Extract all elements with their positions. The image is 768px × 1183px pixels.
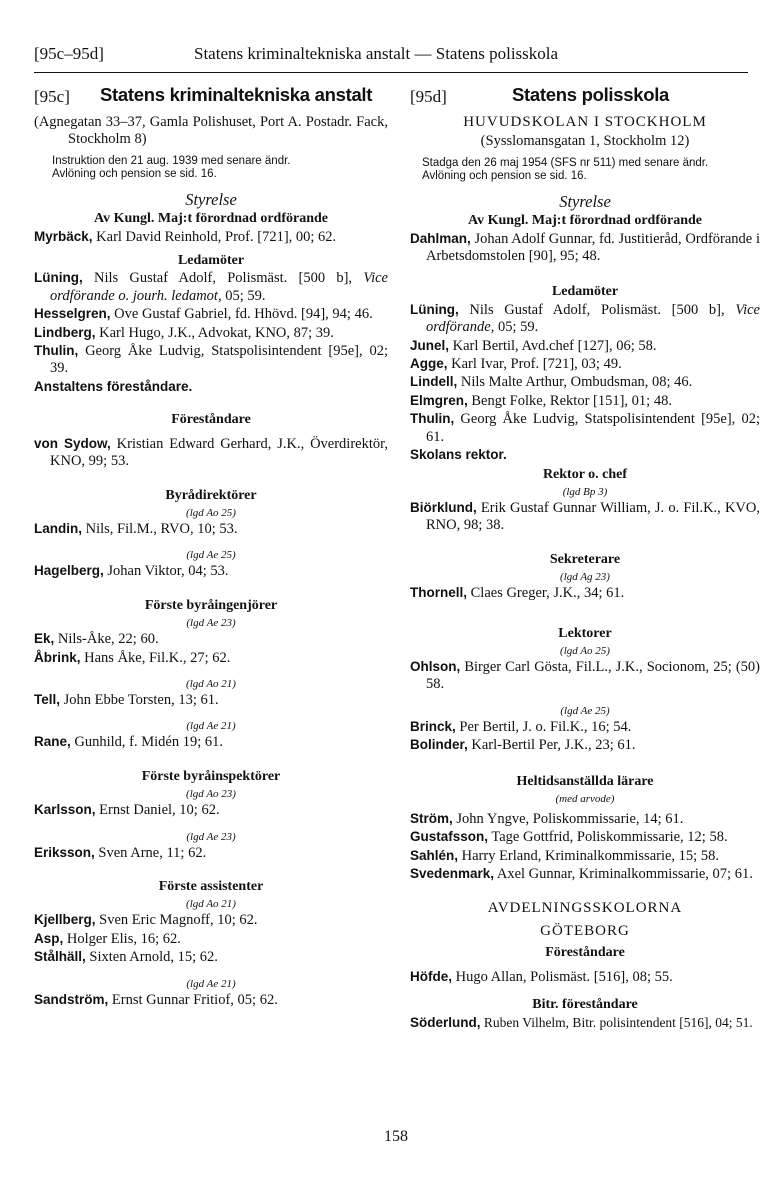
list-item: Karlsson, Ernst Daniel, 10; 62. xyxy=(34,802,220,819)
list-item: Gustafsson, Tage Gottfrid, Poliskommissarie, 12; 58. xyxy=(410,829,728,846)
grade-label: (lgd Ao 21) xyxy=(186,898,236,911)
grade-label: (lgd Ae 23) xyxy=(186,617,236,630)
list-item: Bolinder, Karl-Bertil Per, J.K., 23; 61. xyxy=(410,737,636,754)
subsection-heading: AVDELNINGSSKOLORNA xyxy=(487,899,683,916)
board-heading: Styrelse xyxy=(185,189,237,209)
list-item: Ohlson, Birger Carl Gösta, Fil.L., J.K., Socionom, 25; (50) 58. xyxy=(410,658,760,693)
list-item: Lüning, Nils Gustaf Adolf, Polismäst. [500 b], Vice ordförande, 05; 59. xyxy=(410,301,760,336)
rector-note: Skolans rektor. xyxy=(410,447,507,463)
list-item: Agge, Karl Ivar, Prof. [721], 03; 49. xyxy=(410,356,622,373)
grade-label: (lgd Ae 25) xyxy=(560,704,610,717)
grade-label: (lgd Ao 23) xyxy=(186,788,236,801)
list-item: Hagelberg, Johan Viktor, 04; 53. xyxy=(34,563,229,580)
list-item: Thulin, Georg Åke Ludvig, Statspolisintendent [95e], 02; 61. xyxy=(410,411,760,445)
grade-label: (med arvode) xyxy=(555,792,615,805)
rector-heading: Rektor o. chef xyxy=(542,466,628,482)
list-item: Landin, Nils, Fil.M., RVO, 10; 53. xyxy=(34,520,238,537)
grade-label: (lgd Ae 21) xyxy=(186,977,236,990)
members-heading: Ledamöter xyxy=(551,284,619,300)
subsection-heading: HUVUDSKOLAN I STOCKHOLM xyxy=(463,114,707,130)
grade-label: (lgd Ag 23) xyxy=(560,571,610,584)
list-item: von Sydow, Kristian Edward Gerhard, J.K., Överdirektör, KNO, 99; 53. xyxy=(34,435,388,470)
grade-label: (lgd Ae 21) xyxy=(186,720,236,733)
running-head-range: [95c–95d] xyxy=(34,44,104,63)
list-item: Brinck, Per Bertil, J. o. Fil.K., 16; 54. xyxy=(410,718,632,735)
header-rule xyxy=(34,72,748,73)
list-item: Hesselgren, Ove Gustaf Gabriel, fd. Hhövd. [94], 94; 46. xyxy=(34,306,373,323)
lecturers-heading: Lektorer xyxy=(558,625,612,641)
left-column xyxy=(34,86,388,1009)
section-heading-95c xyxy=(34,86,388,112)
grade-label: (lgd Bp 3) xyxy=(562,485,608,498)
list-item: Ström, John Yngve, Poliskommissarie, 14; 61. xyxy=(410,810,684,827)
statute-note: Stadga den 26 maj 1954 (SFS nr 511) med senare ändr. xyxy=(422,156,709,169)
director-note: Anstaltens föreståndare. xyxy=(34,378,193,394)
list-item: Eriksson, Sven Arne, 11; 62. xyxy=(34,844,207,861)
chair-heading: Av Kungl. Maj:t förordnad ordförande xyxy=(94,211,328,227)
section-title: Statens kriminaltekniska anstalt xyxy=(100,84,373,105)
page-number: 158 xyxy=(384,1128,408,1145)
right-column xyxy=(410,86,760,1031)
list-item: Kjellberg, Sven Eric Magnoff, 10; 62. xyxy=(34,912,258,929)
members-heading: Ledamöter xyxy=(177,253,245,269)
list-item: Asp, Holger Elis, 16; 62. xyxy=(34,930,181,947)
list-item: Höfde, Hugo Allan, Polismäst. [516], 08; 55. xyxy=(410,968,673,985)
list-item: Thulin, Georg Åke Ludvig, Statspolisintendent [95e], 02; 39. xyxy=(34,343,388,377)
list-item: Elmgren, Bengt Folke, Rektor [151], 01; 48. xyxy=(410,392,672,409)
running-head-title: Statens kriminaltekniska anstalt — Statens polisskola xyxy=(194,44,559,63)
list-item: Junel, Karl Bertil, Avd.chef [127], 06; 58. xyxy=(410,337,657,354)
address: (Sysslomansgatan 1, Stockholm 12) xyxy=(480,133,690,150)
inspectors-heading: Förste byråinspektörer xyxy=(141,768,281,784)
deputy-director-heading: Bitr. föreståndare xyxy=(532,997,638,1013)
city-heading: GÖTEBORG xyxy=(540,923,630,939)
list-item: Biörklund, Erik Gustaf Gunnar William, J. o. Fil.K., KVO, RNO, 98; 38. xyxy=(410,499,760,534)
assistants-heading: Förste assistenter xyxy=(158,878,264,894)
running-head xyxy=(34,44,740,68)
grade-label: (lgd Ae 23) xyxy=(186,830,236,843)
director-heading: Föreståndare xyxy=(171,412,251,428)
bureau-directors-heading: Byrådirektörer xyxy=(165,487,257,503)
list-item: Sahlén, Harry Erland, Kriminalkommissarie, 15; 58. xyxy=(410,847,719,864)
list-item: Lüning, Nils Gustaf Adolf, Polismäst. [500 b], Vice ordförande o. jourh. ledamot, 05; 59. xyxy=(34,270,388,304)
members-list xyxy=(34,269,388,377)
list-item: Svedenmark, Axel Gunnar, Kriminalkommissarie, 07; 61. xyxy=(410,866,753,883)
engineers-heading: Förste byråingenjörer xyxy=(144,597,278,613)
list-item: Åbrink, Hans Åke, Fil.K., 27; 62. xyxy=(34,649,231,666)
list-item: Ek, Nils-Åke, 22; 60. xyxy=(34,631,159,648)
list-item: Sandström, Ernst Gunnar Fritiof, 05; 62. xyxy=(34,991,278,1008)
list-item: Myrbäck, Karl David Reinhold, Prof. [721], 00; 62. xyxy=(34,228,337,245)
list-item: Lindell, Nils Malte Arthur, Ombudsman, 08; 46. xyxy=(410,374,693,391)
list-item: Thornell, Claes Greger, J.K., 34; 61. xyxy=(410,585,625,602)
section-number: [95d] xyxy=(410,87,447,106)
address: (Agnegatan 33–37, Gamla Polishuset, Port A. Postadr. Fack, Stockholm 8) xyxy=(34,114,388,148)
section-title: Statens polisskola xyxy=(512,84,670,105)
grade-label: (lgd Ao 25) xyxy=(186,506,236,519)
instruction-note: Instruktion den 21 aug. 1939 med senare ändr. xyxy=(52,154,291,167)
grade-label: (lgd Ae 25) xyxy=(186,549,236,562)
director-heading: Föreståndare xyxy=(545,945,625,961)
list-item: Rane, Gunhild, f. Midén 19; 61. xyxy=(34,734,224,751)
salary-note: Avlöning och pension se sid. 16. xyxy=(52,167,217,180)
list-item: Tell, John Ebbe Torsten, 13; 61. xyxy=(34,691,219,708)
salary-note: Avlöning och pension se sid. 16. xyxy=(422,169,587,182)
grade-label: (lgd Ao 25) xyxy=(560,644,610,657)
list-item: Dahlman, Johan Adolf Gunnar, fd. Justitieråd, Ordförande i Arbetsdomstolen [90], 95; 48. xyxy=(410,230,760,265)
section-heading-95d xyxy=(410,86,760,112)
grade-label: (lgd Ao 21) xyxy=(186,677,236,690)
board-heading: Styrelse xyxy=(559,191,611,211)
list-item: Stålhäll, Sixten Arnold, 15; 62. xyxy=(34,949,218,966)
list-item: Söderlund, Ruben Vilhelm, Bitr. polisintendent [516], 04; 51. xyxy=(410,1014,753,1030)
section-number: [95c] xyxy=(34,87,70,106)
members-list xyxy=(410,301,760,446)
chair-heading: Av Kungl. Maj:t förordnad ordförande xyxy=(468,213,702,229)
teachers-heading: Heltidsanställda lärare xyxy=(516,773,654,789)
list-item: Lindberg, Karl Hugo, J.K., Advokat, KNO, 87; 39. xyxy=(34,324,334,341)
secretary-heading: Sekreterare xyxy=(549,551,621,567)
